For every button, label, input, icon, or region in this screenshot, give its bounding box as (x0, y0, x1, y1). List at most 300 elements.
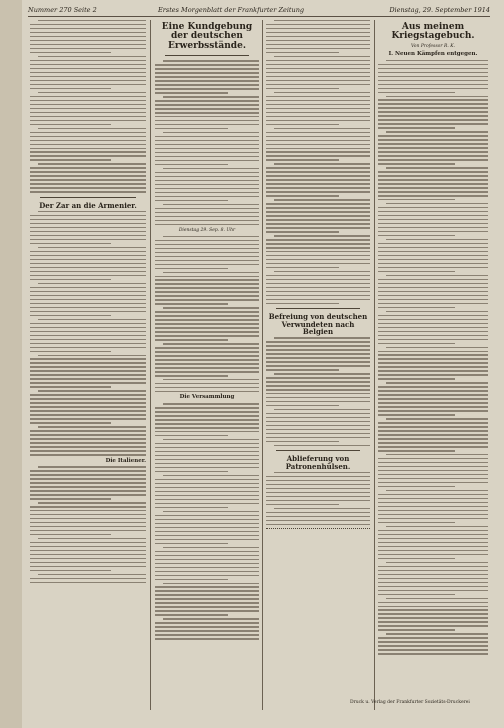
text-line (266, 155, 370, 156)
text-line (378, 135, 488, 136)
text-line (163, 439, 259, 440)
text-line (155, 487, 259, 488)
text-line (266, 112, 370, 113)
text-line (163, 511, 259, 512)
text-line (378, 402, 488, 403)
text-line (378, 394, 488, 395)
text-line (155, 479, 259, 480)
text-line (266, 433, 370, 434)
text-line (378, 378, 455, 379)
text-line (155, 303, 228, 304)
text-line (30, 64, 146, 65)
text-line (30, 44, 146, 45)
text-line (386, 131, 488, 132)
text-line (155, 535, 259, 536)
book-spine (0, 0, 23, 728)
text-line (378, 538, 488, 539)
text-line (274, 199, 370, 200)
text-line (38, 56, 146, 57)
text-line (266, 124, 339, 125)
text-line (386, 490, 488, 491)
text-line (155, 363, 259, 364)
text-line (30, 167, 146, 168)
text-line (386, 167, 488, 168)
text-line (155, 120, 259, 121)
text-line (155, 76, 259, 77)
text-line (266, 480, 370, 481)
text-line (30, 36, 146, 37)
text-line (266, 32, 370, 33)
text-line (30, 100, 146, 101)
text-line (378, 590, 488, 591)
text-line (30, 402, 146, 403)
text-line (378, 307, 455, 308)
text-line (30, 76, 146, 77)
text-line (155, 455, 259, 456)
text-line (378, 422, 488, 423)
text-line (378, 486, 455, 487)
text-line (266, 243, 370, 244)
text-line (155, 224, 259, 225)
text-line (266, 175, 370, 176)
text-line (155, 519, 259, 520)
text-line (378, 263, 488, 264)
text-line (266, 476, 370, 477)
text-line (155, 264, 259, 265)
text-line (30, 243, 111, 244)
text-line (38, 390, 146, 391)
text-line (30, 438, 146, 439)
text-line (155, 391, 259, 392)
text-line (30, 291, 146, 292)
text-line (378, 653, 488, 654)
text-line (30, 374, 146, 375)
text-line (378, 147, 488, 148)
text-line (266, 512, 370, 513)
text-line (266, 100, 370, 101)
text-line (378, 582, 488, 583)
text-line (378, 606, 488, 607)
text-line (266, 405, 339, 406)
text-line (155, 407, 259, 408)
text-line (378, 645, 488, 646)
text-line (386, 598, 488, 599)
text-line (266, 48, 370, 49)
text-line (378, 88, 488, 89)
text-line (30, 315, 111, 316)
text-line (378, 72, 488, 73)
text-line (378, 374, 488, 375)
text-line (30, 358, 146, 359)
text-line (378, 107, 488, 108)
text-line (378, 550, 488, 551)
text-line (155, 319, 259, 320)
text-line (378, 191, 488, 192)
col1-signature: Die Italiener. (105, 457, 146, 464)
text-line (30, 562, 146, 563)
text-line (30, 151, 146, 152)
text-line (266, 68, 370, 69)
text-line (266, 251, 370, 252)
text-line (266, 140, 370, 141)
text-line (266, 80, 370, 81)
text-line (155, 220, 259, 221)
text-line (30, 498, 111, 499)
text-line (155, 355, 259, 356)
text-line (378, 574, 488, 575)
text-line (378, 227, 488, 228)
text-line (378, 64, 488, 65)
text-line (155, 180, 259, 181)
text-line (155, 351, 259, 352)
text-line (155, 634, 259, 635)
text-line (266, 341, 370, 342)
text-line (155, 459, 259, 460)
text-line (30, 235, 146, 236)
text-line (155, 594, 259, 595)
text-line (155, 495, 259, 496)
text-line (155, 491, 259, 492)
text-line (266, 108, 370, 109)
text-line (266, 171, 370, 172)
text-line (155, 140, 259, 141)
text-line (378, 259, 488, 260)
col1-title: Der Zar an die Armenier. (39, 200, 137, 210)
text-line (38, 283, 146, 284)
text-line (378, 115, 488, 116)
text-line (155, 427, 259, 428)
text-line (155, 88, 259, 89)
text-line (266, 227, 370, 228)
text-line (155, 571, 259, 572)
text-line (30, 112, 146, 113)
text-line (378, 358, 488, 359)
text-line (266, 283, 370, 284)
text-line (155, 80, 259, 81)
text-line (30, 175, 146, 176)
text-line (155, 606, 259, 607)
text-line (386, 60, 488, 61)
text-line (378, 163, 455, 164)
text-line (378, 111, 488, 112)
text-line (163, 204, 259, 205)
text-line (378, 151, 488, 152)
text-line (378, 243, 488, 244)
separator (40, 197, 136, 198)
text-line (155, 192, 259, 193)
text-line (266, 488, 370, 489)
text-line (378, 474, 488, 475)
text-line (378, 534, 488, 535)
text-line (378, 450, 455, 451)
text-line (378, 478, 488, 479)
text-line (38, 128, 146, 129)
text-line (378, 625, 488, 626)
text-line (378, 127, 455, 128)
text-line (30, 271, 146, 272)
text-line (30, 48, 146, 49)
text-line (378, 554, 488, 555)
text-line (266, 279, 370, 280)
text-line (30, 28, 146, 29)
text-line (30, 327, 146, 328)
text-line (155, 164, 228, 165)
text-line (38, 319, 146, 320)
text-line (266, 195, 339, 196)
text-line (266, 361, 370, 362)
text-line (163, 343, 259, 344)
text-line (38, 20, 146, 21)
text-line (274, 337, 370, 338)
col2-body2 (155, 236, 259, 393)
text-line (378, 103, 488, 104)
col2-title: Eine Kundgebung der deutschen Erwerbsstände. (161, 22, 253, 51)
dotted-rule (266, 528, 370, 531)
text-line (30, 179, 146, 180)
text-line (266, 167, 370, 168)
text-line (378, 629, 455, 630)
text-line (378, 390, 488, 391)
text-line (378, 279, 488, 280)
text-line (155, 144, 259, 145)
text-line (163, 379, 259, 380)
text-line (378, 366, 488, 367)
text-line (378, 609, 488, 610)
text-line (378, 223, 488, 224)
text-line (386, 418, 488, 419)
text-line (266, 72, 370, 73)
text-line (378, 530, 488, 531)
text-line (266, 64, 370, 65)
col2-body3 (155, 403, 259, 639)
text-line (155, 539, 259, 540)
text-line (386, 454, 488, 455)
text-line (30, 442, 146, 443)
text-line (266, 275, 370, 276)
text-line (155, 108, 259, 109)
text-line (378, 586, 488, 587)
imprint: Druck u. Verlag der Frankfurter Sozietäts-Druckerei (350, 700, 470, 705)
text-line (266, 385, 370, 386)
text-line (266, 263, 370, 264)
col3-body3 (266, 472, 370, 525)
text-line (163, 475, 259, 476)
text-line (30, 582, 146, 583)
text-line (30, 159, 111, 160)
column-rule (150, 20, 151, 710)
text-line (378, 187, 488, 188)
text-line (266, 187, 370, 188)
text-line (155, 503, 259, 504)
text-line (266, 365, 370, 366)
text-line (378, 271, 455, 272)
text-line (266, 516, 370, 517)
text-line (155, 499, 259, 500)
text-line (30, 279, 111, 280)
text-line (155, 216, 259, 217)
text-line (378, 578, 488, 579)
text-line (155, 279, 259, 280)
text-line (266, 295, 370, 296)
text-line (155, 347, 259, 348)
column-rule (262, 20, 263, 710)
col4-subtitle: I. Neuen Kämpfen entgegen. (388, 50, 478, 57)
text-line (378, 123, 488, 124)
text-line (155, 116, 259, 117)
col1-body2 (30, 466, 146, 583)
text-line (378, 287, 488, 288)
text-line (378, 335, 488, 336)
text-line (266, 52, 339, 53)
text-line (30, 514, 146, 515)
text-line (155, 260, 259, 261)
text-line (266, 441, 339, 442)
text-line (378, 339, 488, 340)
col2-subhead: Dienstag 29. Sep. 8. Uhr (178, 227, 236, 233)
text-line (30, 398, 146, 399)
text-line (30, 24, 146, 25)
text-line (378, 617, 488, 618)
text-line (155, 586, 259, 587)
text-line (30, 183, 146, 184)
text-line (266, 437, 370, 438)
text-line (378, 466, 488, 467)
text-line (163, 307, 259, 308)
text-line (266, 345, 370, 346)
text-line (155, 148, 259, 149)
text-line (30, 339, 146, 340)
text-line (30, 287, 146, 288)
text-line (155, 156, 259, 157)
text-line (266, 413, 370, 414)
text-line (155, 415, 259, 416)
text-line (155, 335, 259, 336)
text-line (30, 394, 146, 395)
text-line (155, 375, 228, 376)
text-line (378, 542, 488, 543)
text-line (378, 295, 488, 296)
text-line (155, 435, 228, 436)
text-line (30, 72, 146, 73)
text-line (163, 583, 259, 584)
text-line (155, 124, 259, 125)
text-line (155, 256, 259, 257)
text-line (30, 378, 146, 379)
text-line (266, 247, 370, 248)
text-line (155, 527, 259, 528)
text-line (30, 343, 146, 344)
text-line (378, 211, 488, 212)
text-line (30, 104, 146, 105)
text-line (30, 570, 111, 571)
text-line (30, 446, 146, 447)
text-line (266, 24, 370, 25)
text-line (266, 353, 370, 354)
text-line (155, 387, 259, 388)
text-line (155, 240, 259, 241)
text-line (155, 268, 228, 269)
text-line (266, 291, 370, 292)
text-line (30, 490, 146, 491)
text-line (378, 354, 488, 355)
text-line (378, 494, 488, 495)
text-line (155, 68, 259, 69)
text-line (155, 200, 228, 201)
text-line (378, 331, 488, 332)
text-line (378, 510, 488, 511)
text-line (378, 267, 488, 268)
text-line (30, 255, 146, 256)
text-line (30, 454, 146, 455)
text-line (378, 343, 455, 344)
text-line (378, 522, 455, 523)
text-line (30, 148, 146, 149)
text-line (30, 32, 146, 33)
column-3 (266, 20, 370, 700)
text-line (155, 212, 259, 213)
text-line (386, 96, 488, 97)
text-line (155, 100, 259, 101)
text-line (30, 534, 111, 535)
text-line (30, 578, 146, 579)
text-line (30, 191, 146, 192)
text-line (155, 196, 259, 197)
text-line (155, 327, 259, 328)
text-line (378, 183, 488, 184)
col3-title-2: Ablieferung von Patronenhülsen. (285, 454, 351, 471)
text-line (163, 96, 259, 97)
text-line (155, 311, 259, 312)
text-line (30, 239, 146, 240)
text-line (378, 76, 488, 77)
text-line (378, 438, 488, 439)
text-line (378, 641, 488, 642)
text-line (266, 520, 370, 521)
text-line (266, 84, 370, 85)
text-line (30, 530, 146, 531)
text-line (378, 430, 488, 431)
text-line (30, 550, 146, 551)
text-line (30, 482, 146, 483)
text-line (386, 275, 488, 276)
text-line (266, 401, 370, 402)
text-line (378, 351, 488, 352)
text-line (30, 382, 146, 383)
text-line (30, 335, 146, 336)
text-line (155, 248, 259, 249)
text-line (30, 155, 146, 156)
text-line (155, 463, 259, 464)
text-line (155, 515, 259, 516)
text-line (266, 357, 370, 358)
text-line (30, 223, 146, 224)
page-header (28, 4, 490, 17)
text-line (378, 315, 488, 316)
text-line (155, 315, 259, 316)
text-line (30, 124, 111, 125)
text-line (30, 406, 146, 407)
text-line (30, 144, 146, 145)
text-line (30, 84, 146, 85)
text-line (378, 649, 488, 650)
text-line (266, 159, 339, 160)
text-line (266, 191, 370, 192)
text-line (30, 215, 146, 216)
text-line (378, 159, 488, 160)
text-line (378, 546, 488, 547)
text-line (155, 299, 259, 300)
text-line (30, 52, 111, 53)
